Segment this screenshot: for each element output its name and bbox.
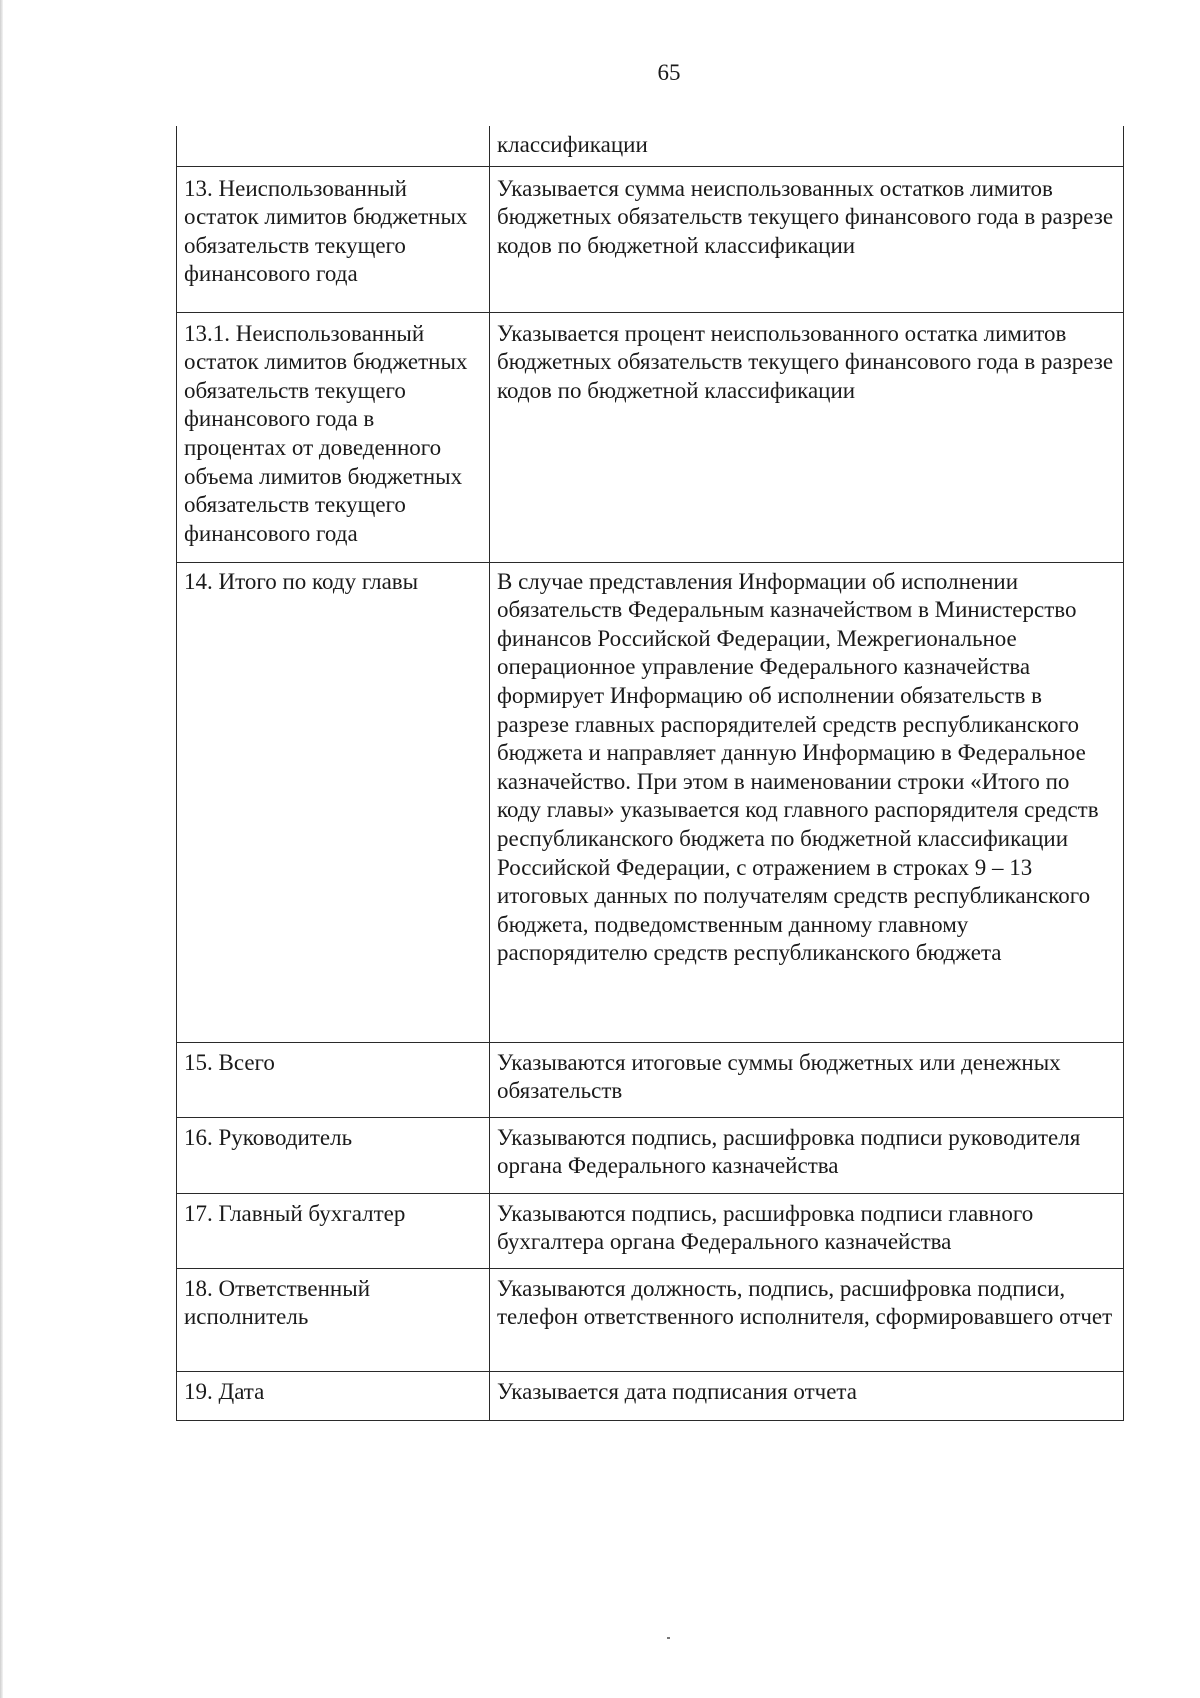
table-row [177,126,1124,166]
field-cell [177,126,490,166]
table-row [177,1371,1124,1420]
table-row [177,166,1124,312]
field-description-table [176,126,1124,1421]
field-cell: 17. Главный бухгалтер [177,1193,490,1268]
description-cell: Указывается сумма неиспользованных остатков лимитов бюджетных обязательств текущего финансового года в разрезе кодов по бюджетной классификации [490,166,1124,312]
table-row [177,1193,1124,1268]
description-cell: Указываются подпись, расшифровка подписи руководителя органа Федерального казначейства [490,1117,1124,1193]
page-number: 65 [657,60,681,85]
table-row [177,1042,1124,1117]
description-cell: Указывается процент неиспользованного остатка лимитов бюджетных обязательств текущего финансового года в разрезе кодов по бюджетной классификации [490,312,1124,562]
description-cell: В случае представления Информации об исполнении обязательств Федеральным казначейством в Министерство финансов Российской Федерации, Межрегиональное операционное управление Федерального казначейства формирует Информацию об исполнении обязательств в разрезе главных распорядителей средств республиканского бюджета и направляет данную Информацию в Федеральное казначейство. При этом в наименовании строки «Итого по коду главы» указывается код главного распорядителя средств республиканского бюджета по бюджетной классификации Российской Федерации, с отражением в строках 9 – 13 итоговых данных по получателям средств республиканского бюджета, подведомственным данному главному распорядителю средств республиканского бюджета [490,562,1124,1042]
table-row [177,312,1124,562]
field-cell: 13.1. Неиспользованный остаток лимитов бюджетных обязательств текущего финансового года в процентах от доведенного объема лимитов бюджетных обязательств текущего финансового года [177,312,490,562]
description-cell: Указываются должность, подпись, расшифровка подписи, телефон ответственного исполнителя, сформировавшего отчет [490,1268,1124,1371]
field-cell: 13. Неиспользованный остаток лимитов бюджетных обязательств текущего финансового года [177,166,490,312]
field-cell: 15. Всего [177,1042,490,1117]
field-cell: 19. Дата [177,1371,490,1420]
scan-page-edge [0,0,3,1698]
table-row [177,1117,1124,1193]
description-cell: Указываются итоговые суммы бюджетных или денежных обязательств [490,1042,1124,1117]
description-cell: Указывается дата подписания отчета [490,1371,1124,1420]
field-cell: 14. Итого по коду главы [177,562,490,1042]
table-row [177,562,1124,1042]
field-cell: 18. Ответственный исполнитель [177,1268,490,1371]
description-cell: Указываются подпись, расшифровка подписи главного бухгалтера органа Федерального казначейства [490,1193,1124,1268]
scan-speck [667,1637,670,1639]
table-row [177,1268,1124,1371]
description-cell: классификации [490,126,1124,166]
field-cell: 16. Руководитель [177,1117,490,1193]
